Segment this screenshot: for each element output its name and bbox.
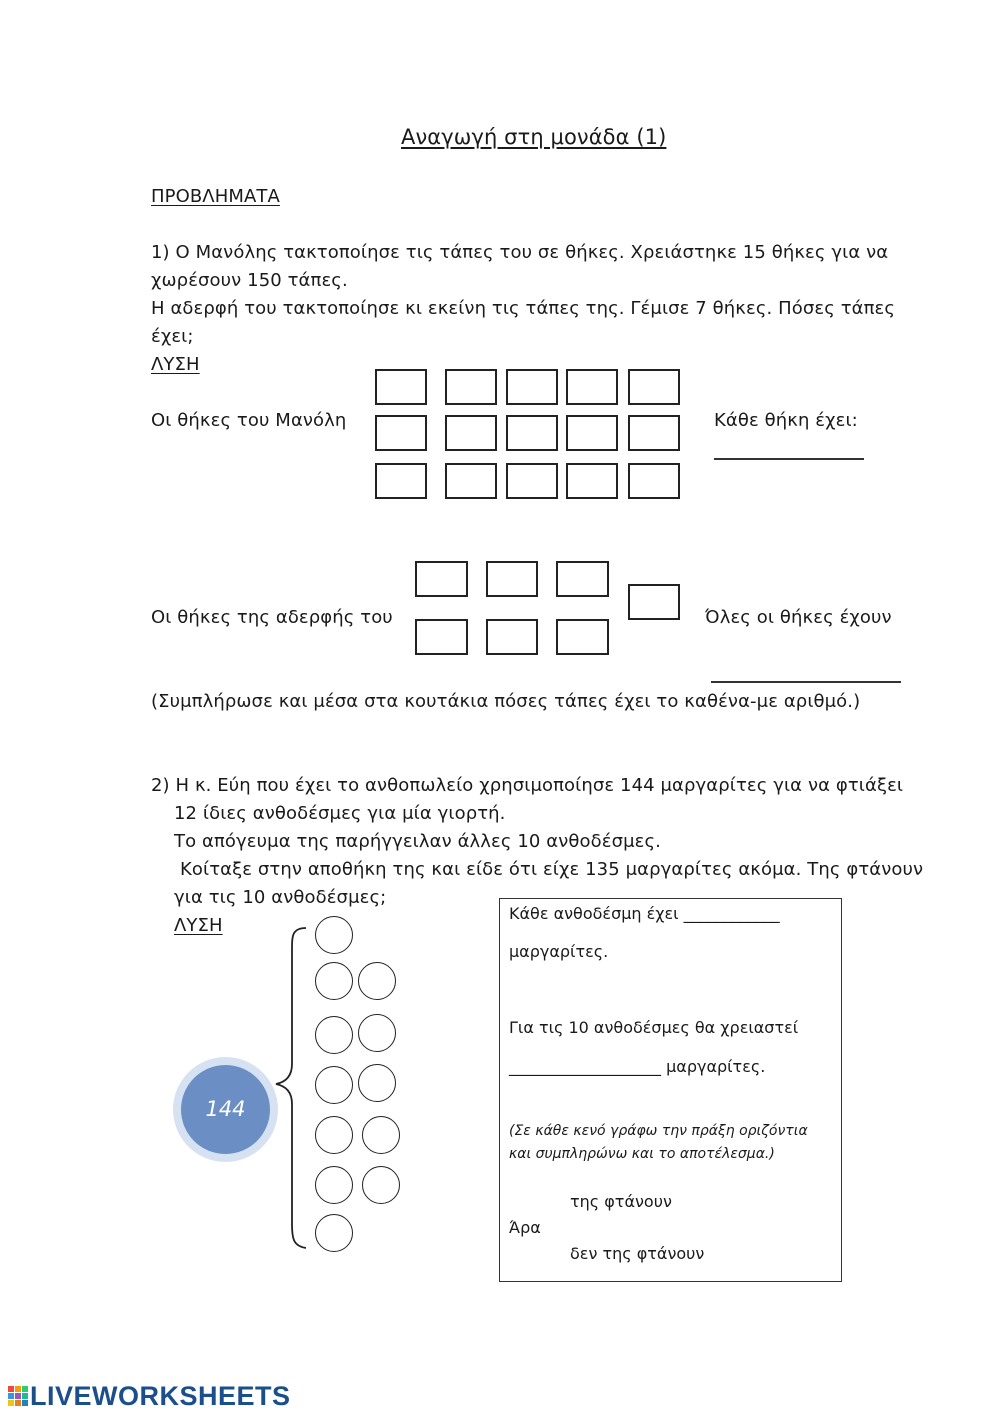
sister-case-box[interactable]: [486, 561, 538, 597]
manolis-case-box[interactable]: [566, 463, 618, 499]
bouquet-circle[interactable]: [315, 1116, 353, 1154]
liveworksheets-logo-icon: [8, 1377, 30, 1417]
sister-case-box[interactable]: [556, 561, 609, 597]
manolis-case-box[interactable]: [445, 369, 497, 405]
each-case-label: Κάθε θήκη έχει:: [714, 410, 858, 431]
bouquet-circle[interactable]: [315, 962, 353, 1000]
page-title: Αναγωγή στη μονάδα (1): [401, 125, 667, 149]
each-case-answer-blank[interactable]: [714, 458, 864, 460]
manolis-case-box[interactable]: [375, 463, 427, 499]
manolis-case-box[interactable]: [375, 415, 427, 451]
manolis-case-box[interactable]: [628, 463, 680, 499]
manolis-case-box[interactable]: [566, 415, 618, 451]
manolis-case-box[interactable]: [375, 369, 427, 405]
panel-note-line2: και συμπληρώνω και το αποτέλεσμα.): [509, 1146, 775, 1162]
problem2-line2: 12 ίδιες ανθοδέσμες για μία γιορτή.: [174, 803, 506, 824]
sister-case-box[interactable]: [556, 619, 609, 655]
problem2-line4: Κοίταξε στην αποθήκη της και είδε ότι είχε 135 μαργαρίτες ακόμα. Της φτάνουν: [180, 859, 924, 880]
manolis-case-box[interactable]: [445, 463, 497, 499]
bouquet-circle[interactable]: [362, 1116, 400, 1154]
manolis-case-box[interactable]: [566, 369, 618, 405]
panel-note-line1: (Σε κάθε κενό γράφω την πράξη οριζόντια: [509, 1123, 808, 1139]
problem2-line1: 2) Η κ. Εύη που έχει το ανθοπωλείο χρησιμοποίησε 144 μαργαρίτες για να φτιάξει: [151, 775, 904, 796]
bouquet-circle[interactable]: [362, 1166, 400, 1204]
problem2-solution-label: ΛΥΣΗ: [174, 915, 223, 936]
manolis-case-box[interactable]: [628, 415, 680, 451]
bouquet-circle[interactable]: [315, 916, 353, 954]
panel-so-label: Άρα: [509, 1218, 541, 1237]
problem1-line3: Η αδερφή του τακτοποίησε κι εκείνη τις τάπες της. Γέμισε 7 θήκες. Πόσες τάπες: [151, 298, 896, 319]
bouquet-circle[interactable]: [315, 1214, 353, 1252]
panel-daisies-1: μαργαρίτες.: [509, 942, 609, 961]
panel-each-bouquet[interactable]: Κάθε ανθοδέσμη έχει ____________: [509, 904, 780, 923]
sister-case-box[interactable]: [415, 619, 468, 655]
problem1-line4: έχει;: [151, 326, 194, 347]
manolis-case-box[interactable]: [445, 415, 497, 451]
bouquet-circle[interactable]: [358, 1014, 396, 1052]
bouquet-circle[interactable]: [358, 962, 396, 1000]
brand-name[interactable]: LIVEWORKSHEETS: [30, 1381, 291, 1411]
problem1-line1: 1) Ο Μανόλης τακτοποίησε τις τάπες του σε θήκες. Χρειάστηκε 15 θήκες για να: [151, 242, 889, 263]
panel-for-ten: Για τις 10 ανθοδέσμες θα χρειαστεί: [509, 1018, 799, 1037]
bouquet-circle[interactable]: [315, 1066, 353, 1104]
problem2-line3: Το απόγευμα της παρήγγειλαν άλλες 10 ανθοδέσμες.: [174, 831, 661, 852]
section-heading: ΠΡΟΒΛΗΜΑΤΑ: [151, 186, 280, 207]
bouquet-circle[interactable]: [315, 1016, 353, 1054]
sister-case-box[interactable]: [415, 561, 468, 597]
total-badge: 144: [181, 1065, 270, 1154]
bouquet-circle[interactable]: [358, 1064, 396, 1102]
manolis-case-box[interactable]: [506, 463, 558, 499]
manolis-case-box[interactable]: [628, 369, 680, 405]
manolis-cases-label: Οι θήκες του Μανόλη: [151, 410, 347, 431]
sister-case-box[interactable]: [628, 584, 680, 620]
option-not-enough[interactable]: δεν της φτάνουν: [570, 1244, 705, 1263]
option-enough[interactable]: της φτάνουν: [570, 1192, 672, 1211]
problem1-instruction: (Συμπλήρωσε και μέσα στα κουτάκια πόσες τάπες έχει το καθένα-με αριθμό.): [151, 691, 861, 712]
manolis-case-box[interactable]: [506, 415, 558, 451]
all-cases-answer-blank[interactable]: [711, 681, 901, 683]
sister-cases-label: Οι θήκες της αδερφής του: [151, 607, 393, 628]
sister-case-box[interactable]: [486, 619, 538, 655]
panel-blank-daisies[interactable]: ___________________ μαργαρίτες.: [509, 1057, 766, 1076]
all-cases-label: Όλες οι θήκες έχουν: [705, 607, 892, 628]
manolis-case-box[interactable]: [506, 369, 558, 405]
bouquet-circle[interactable]: [315, 1166, 353, 1204]
problem2-line5: για τις 10 ανθοδέσμες;: [174, 887, 387, 908]
problem1-solution-label: ΛΥΣΗ: [151, 354, 200, 375]
problem1-line2: χωρέσουν 150 τάπες.: [151, 270, 348, 291]
curly-brace-icon: [272, 924, 312, 1254]
